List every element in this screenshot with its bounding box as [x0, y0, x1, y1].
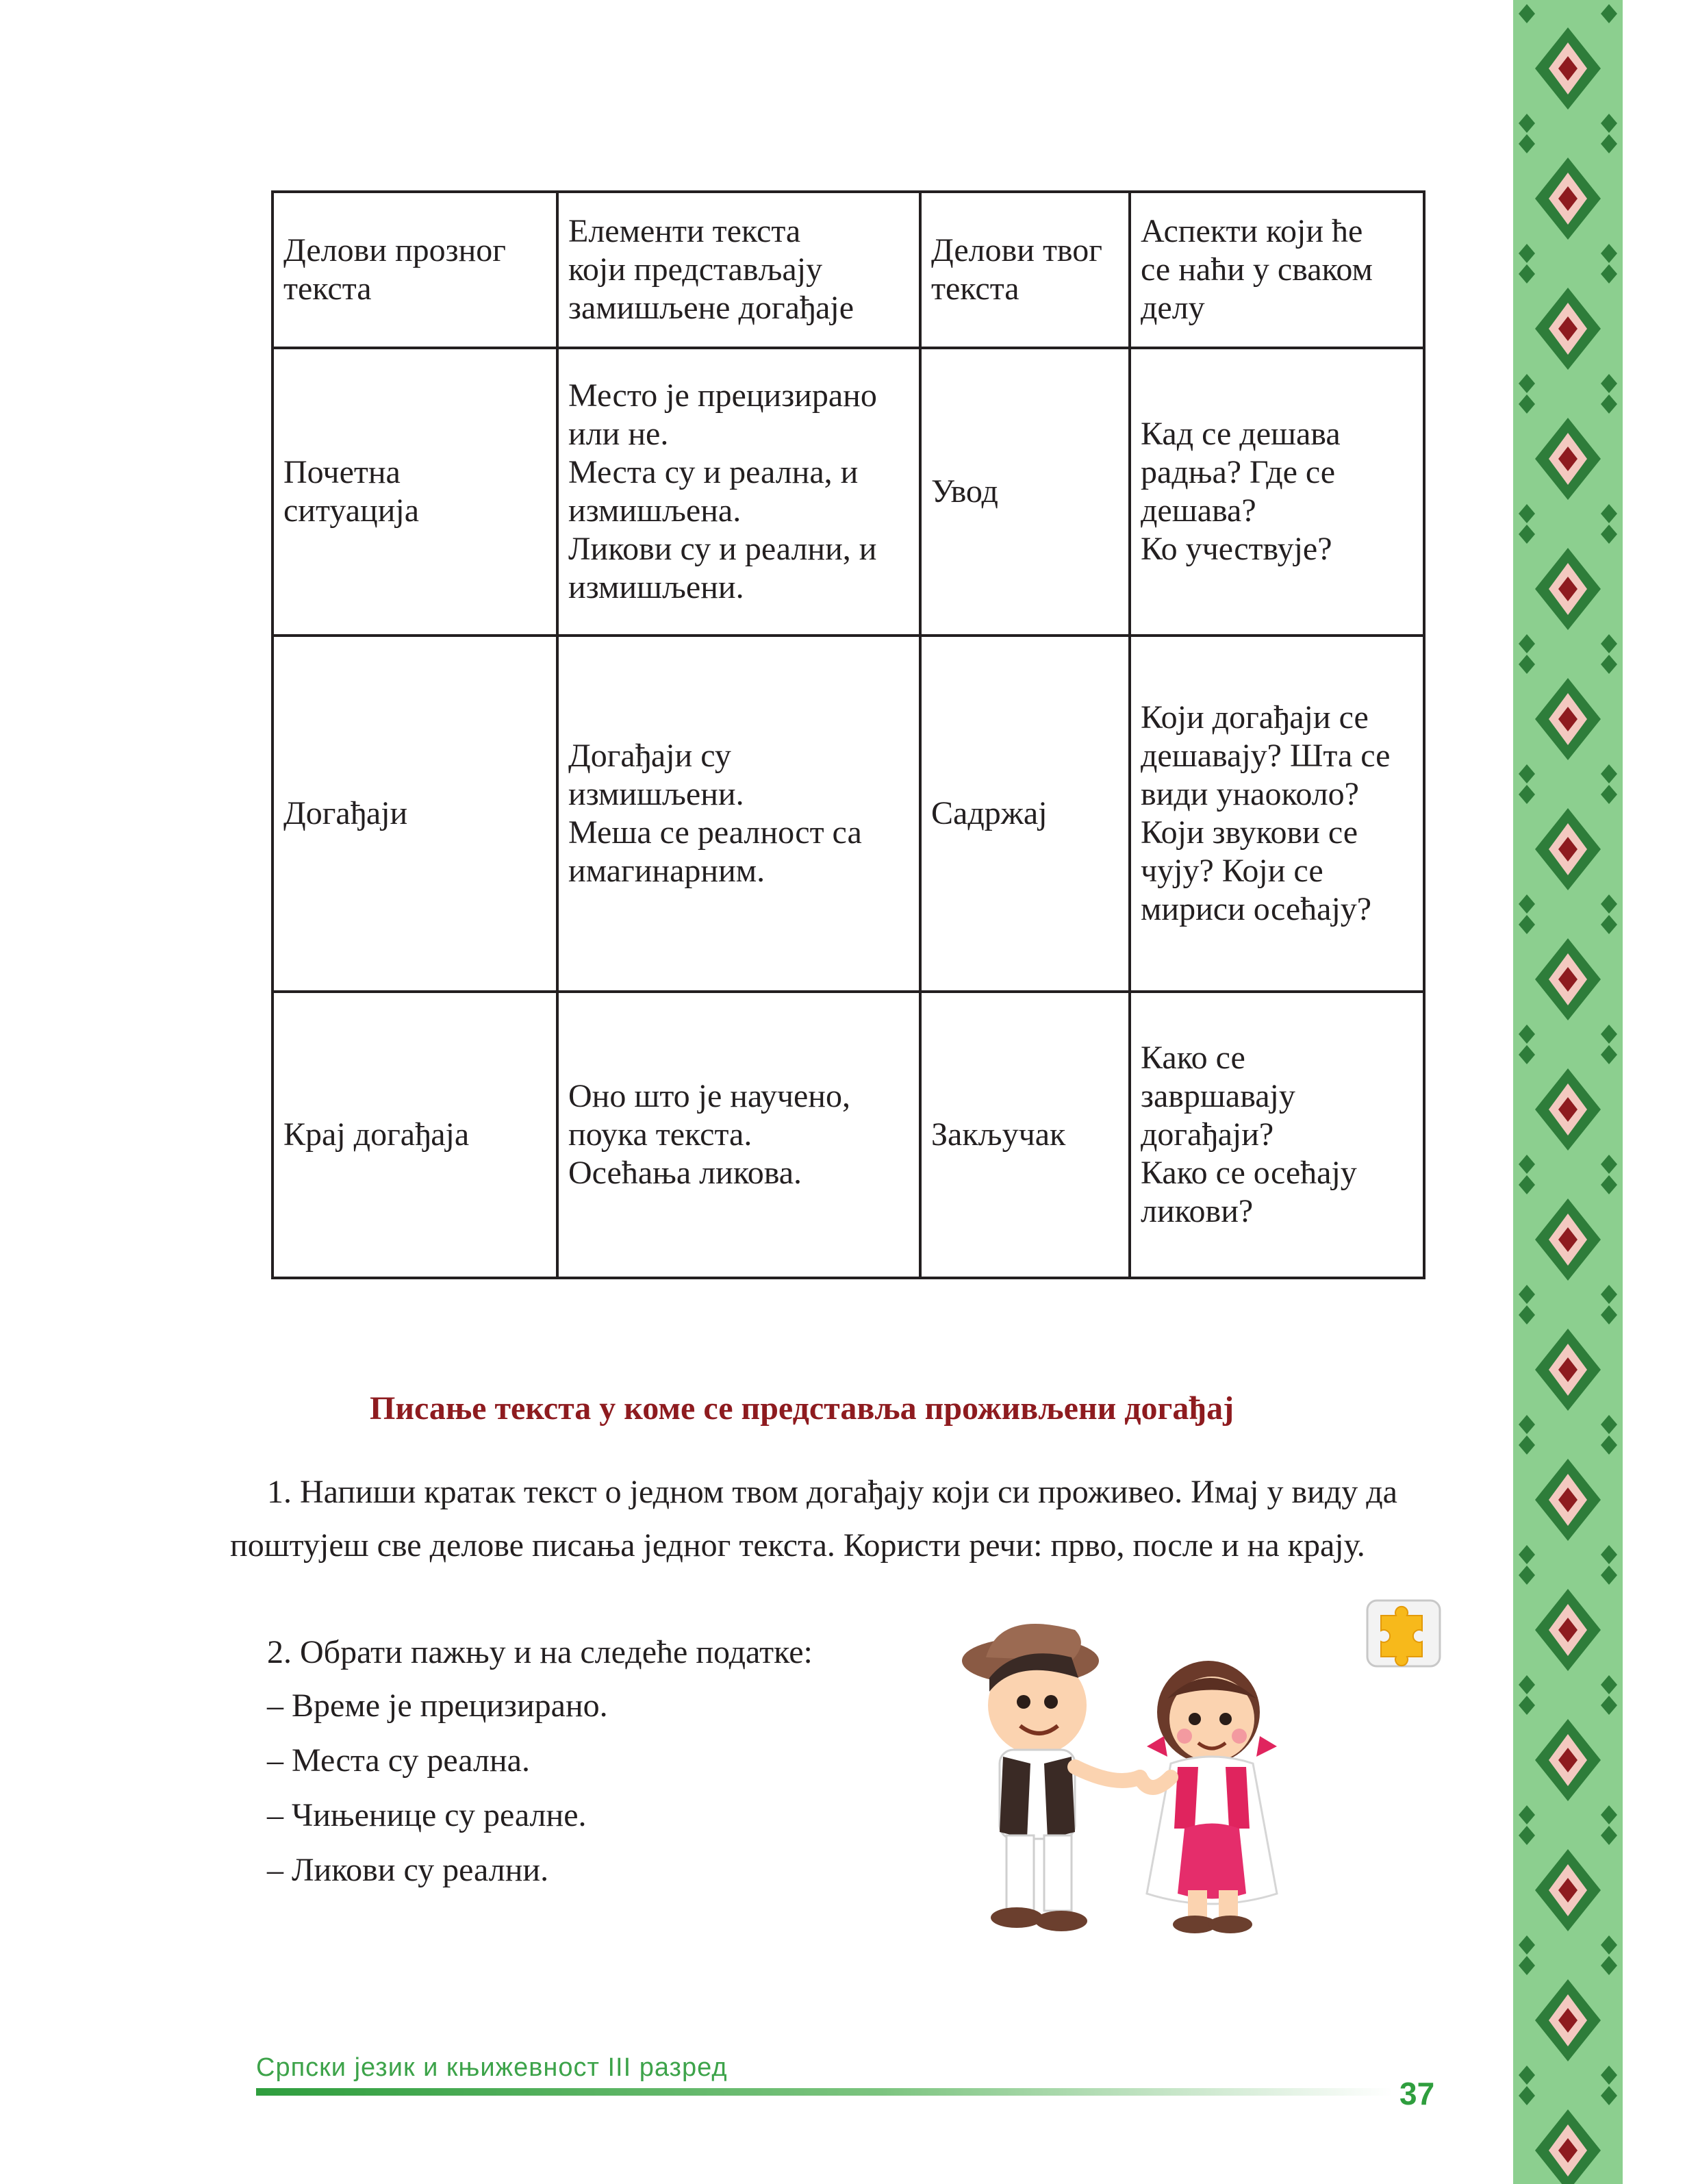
header-cell [920, 192, 1130, 348]
ornament-leaf [1519, 1155, 1535, 1174]
table-cell [920, 636, 1130, 992]
cell-line: Делови прозног [283, 232, 506, 268]
table-row [273, 992, 1424, 1278]
table-header-row [273, 192, 1424, 348]
ornament-leaf [1519, 1045, 1535, 1064]
ornament-leaf [1601, 244, 1617, 263]
ornament-leaf [1519, 4, 1535, 23]
ornament-leaf [1519, 1305, 1535, 1325]
cell-line: се наћи у сваком [1141, 251, 1373, 288]
cell-line: Меша се реалност са [568, 814, 862, 851]
ornament-leaf [1601, 634, 1617, 653]
cell-line: имагинарним. [568, 853, 765, 889]
cell-line: Који звукови се [1141, 814, 1358, 851]
cell-line: Закључак [931, 1116, 1066, 1153]
cell-line: ликови? [1141, 1193, 1254, 1229]
cell-line: Како се [1141, 1040, 1245, 1076]
ornament-leaf [1519, 1805, 1535, 1824]
cell-line: измишљени. [568, 776, 744, 812]
ornament-leaf [1519, 634, 1535, 653]
ornament-leaf [1601, 1805, 1617, 1824]
ornament-leaf [1601, 394, 1617, 414]
table-row [273, 636, 1424, 992]
folk-children-illustration [948, 1609, 1332, 1955]
cell-line: Увод [931, 473, 998, 510]
ornament-leaf [1601, 1175, 1617, 1194]
bullet-item: – Време је прецизирано. [267, 1687, 608, 1724]
ornament-leaf [1601, 134, 1617, 153]
ornament-leaf [1519, 1415, 1535, 1434]
table-cell [273, 992, 557, 1278]
ornament-leaf [1601, 1435, 1617, 1455]
story-parts-table [271, 190, 1425, 1279]
table-cell [920, 992, 1130, 1278]
cell-line: завршавају [1141, 1078, 1295, 1114]
ornament-leaf [1519, 785, 1535, 804]
cell-line: дешавају? Шта се [1141, 738, 1391, 774]
ornament-leaf [1601, 1696, 1617, 1715]
ornament-leaf [1519, 1826, 1535, 1845]
ornament-leaf [1601, 4, 1617, 23]
ornament-leaf [1519, 504, 1535, 523]
ornament-leaf [1519, 525, 1535, 544]
cell-line: види унаоколо? [1141, 776, 1359, 812]
puzzle-icon [1366, 1599, 1441, 1671]
ornament-leaf [1601, 1566, 1617, 1585]
cell-line: Који догађаји се [1141, 699, 1369, 736]
task-2-text: 2. Обрати пажњу и на следеће податке: [267, 1634, 813, 1670]
cell-line: мириси осећају? [1141, 891, 1372, 927]
cell-line: ситуација [283, 492, 420, 529]
cell-line: Догађаји су [568, 738, 731, 774]
ornament-leaf [1601, 374, 1617, 393]
header-cell [1130, 192, 1424, 348]
ornament-leaf [1519, 1675, 1535, 1694]
folk-ornament-border [1513, 0, 1623, 2184]
table-cell [920, 348, 1130, 636]
ornament-leaf [1519, 374, 1535, 393]
ornament-leaf [1601, 1675, 1617, 1694]
ornament-leaf [1601, 764, 1617, 783]
ornament-leaf [1519, 764, 1535, 783]
ornament-leaf [1601, 1305, 1617, 1325]
ornament-leaf [1601, 1935, 1617, 1955]
ornament-leaf [1601, 655, 1617, 674]
ornament-leaf [1519, 1435, 1535, 1455]
table-cell [557, 636, 920, 992]
cell-line: поука текста. [568, 1116, 752, 1153]
ornament-leaf [1601, 2086, 1617, 2105]
table-cell [557, 348, 920, 636]
ornament-leaf [1519, 394, 1535, 414]
ornament-leaf [1601, 114, 1617, 133]
table-cell [1130, 992, 1424, 1278]
table-cell [1130, 348, 1424, 636]
cell-line: чују? Који се [1141, 853, 1323, 889]
cell-line: који представљају [568, 251, 823, 288]
ornament-leaf [1601, 1045, 1617, 1064]
bullet-item: – Места су реална. [267, 1742, 530, 1779]
cell-line: Како се осећају [1141, 1155, 1357, 1191]
cell-line: Аспекти који ће [1141, 213, 1363, 249]
ornament-leaf [1519, 1175, 1535, 1194]
ornament-leaf [1601, 1285, 1617, 1304]
cell-line: Почетна [283, 454, 401, 490]
cell-line: Делови твог [931, 232, 1102, 268]
ornament-leaf [1519, 244, 1535, 263]
cell-line: Садржај [931, 795, 1048, 831]
cell-line: Догађаји [283, 795, 408, 831]
footer-divider [256, 2088, 1393, 2096]
header-cell [273, 192, 557, 348]
cell-line: Оно што је научено, [568, 1078, 850, 1114]
ornament-leaf [1519, 655, 1535, 674]
ornament-leaf [1601, 1155, 1617, 1174]
ornament-leaf [1519, 1566, 1535, 1585]
bullet-item: – Ликови су реални. [267, 1852, 549, 1888]
cell-line: Осећања ликова. [568, 1155, 802, 1191]
cell-line: Ликови су и реални, и [568, 531, 877, 567]
cell-line: измишљени. [568, 569, 744, 605]
ornament-leaf [1519, 134, 1535, 153]
ornament-leaf [1519, 1696, 1535, 1715]
ornament-leaf [1519, 1545, 1535, 1564]
table-cell [273, 348, 557, 636]
ornament-leaf [1601, 1826, 1617, 1845]
ornament-leaf [1519, 264, 1535, 284]
page-number: 37 [1399, 2076, 1435, 2111]
cell-line: Места су и реална, и [568, 454, 859, 490]
cell-line: Елементи текста [568, 213, 801, 249]
ornament-leaf [1601, 2066, 1617, 2085]
ornament-leaf [1601, 504, 1617, 523]
ornament-leaf [1519, 114, 1535, 133]
table-cell [1130, 636, 1424, 992]
ornament-leaf [1601, 785, 1617, 804]
ornament-leaf [1519, 2086, 1535, 2105]
cell-line: замишљене догађаје [568, 290, 854, 326]
header-cell [557, 192, 920, 348]
cell-line: измишљена. [568, 492, 742, 529]
cell-line: или не. [568, 416, 669, 452]
section-title: Писање текста у коме се представља проживљени догађај [370, 1390, 1234, 1427]
table-cell [557, 992, 920, 1278]
ornament-leaf [1519, 1285, 1535, 1304]
ornament-leaf [1601, 1545, 1617, 1564]
cell-line: Крај догађаја [283, 1116, 470, 1153]
cell-line: догађаји? [1141, 1116, 1274, 1153]
cell-line: Ко учествује? [1141, 531, 1332, 567]
ornament-leaf [1601, 1956, 1617, 1975]
task-1-text: 1. Напиши кратак текст о једном твом догађају који си проживео. Имај у виду да поштујеш све делове писања једног текста. Користи речи: прво, после и на крају. [230, 1474, 1397, 1564]
cell-line: делу [1141, 290, 1205, 326]
ornament-leaf [1519, 1956, 1535, 1975]
ornament-leaf [1601, 1025, 1617, 1044]
book-title: Српски језик и књижевност III разред [256, 2053, 728, 2082]
ornament-leaf [1601, 525, 1617, 544]
ornament-leaf [1601, 264, 1617, 284]
cell-line: дешава? [1141, 492, 1256, 529]
ornament-leaf [1519, 1935, 1535, 1955]
table-row [273, 348, 1424, 636]
cell-line: текста [283, 271, 372, 307]
ornament-leaf [1519, 2066, 1535, 2085]
bullet-item: – Чињенице су реалне. [267, 1797, 587, 1833]
ornament-leaf [1601, 915, 1617, 934]
cell-line: Место је прецизирано [568, 377, 877, 414]
cell-line: Кад се дешава [1141, 416, 1341, 452]
ornament-leaf [1601, 894, 1617, 914]
ornament-leaf [1601, 1415, 1617, 1434]
cell-line: текста [931, 271, 1019, 307]
table-cell [273, 636, 557, 992]
ornament-leaf [1519, 1025, 1535, 1044]
ornament-leaf [1519, 894, 1535, 914]
ornament-leaf [1519, 915, 1535, 934]
cell-line: радња? Где се [1141, 454, 1336, 490]
